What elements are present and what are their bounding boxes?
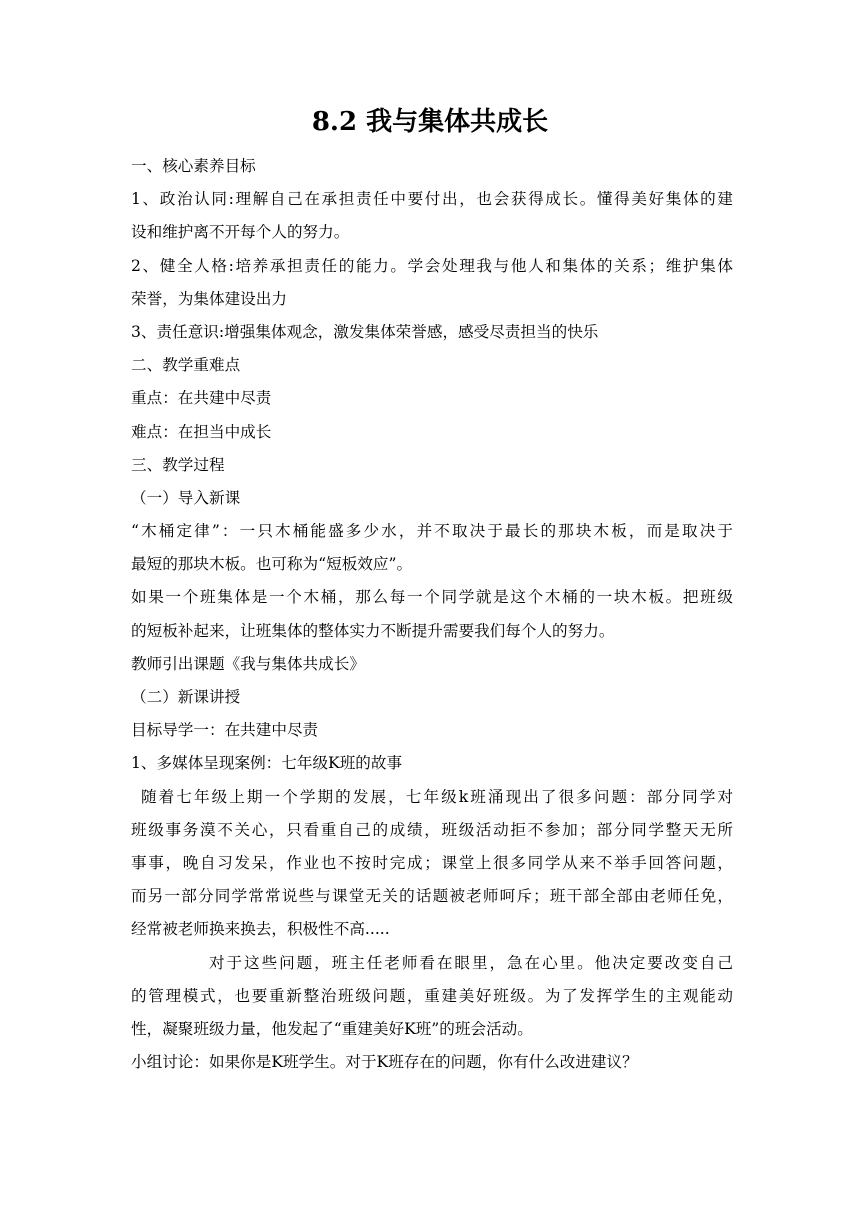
subsection-heading: （二）新课讲授 xyxy=(131,688,241,706)
paragraph-line: 1、政治认同:理解自己在承担责任中要付出，也会获得成长。懂得美好集体的建 xyxy=(131,190,733,209)
subsection-heading: （一）导入新课 xyxy=(131,488,241,507)
document-title: 8.2 我与集体共成长 xyxy=(311,107,549,137)
paragraph-line: 的短板补起来，让班集体的整体实力不断提升需要我们每个人的努力。 xyxy=(131,621,615,640)
paragraph-line: 如果一个班集体是一个木桶，那么每一个同学就是这个木桶的一块木板。把班级 xyxy=(131,588,733,607)
paragraph-line: 重点：在共建中尽责 xyxy=(131,389,272,408)
paragraph-line: 最短的那块木板。也可称为“短板效应”。 xyxy=(131,555,413,574)
paragraph-line: 经常被老师换来换去，积极性不高..... xyxy=(131,920,390,939)
paragraph-line: 的管理模式，也要重新整治班级问题，重建美好班级。为了发挥学生的主观能动 xyxy=(131,986,733,1005)
section-heading-process: 三、教学过程 xyxy=(131,455,225,474)
paragraph-line: 随着七年级上期一个学期的发展，七年级k班涌现出了很多问题：部分同学对 xyxy=(141,787,733,806)
paragraph-line: 1、多媒体呈现案例：七年级K班的故事 xyxy=(131,754,403,773)
paragraph-line: 而另一部分同学常常说些与课堂无关的话题被老师呵斥；班干部全部由老师任免， xyxy=(131,887,733,906)
paragraph-line: 荣誉，为集体建设出力 xyxy=(131,289,287,308)
section-heading-key-points: 二、教学重难点 xyxy=(131,356,241,375)
paragraph-line: 对于这些问题，班主任老师看在眼里，急在心里。他决定要改变自己 xyxy=(209,953,733,972)
paragraph-line: “木桶定律”：一只木桶能盛多少水，并不取决于最长的那块木板，而是取决于 xyxy=(131,522,733,541)
paragraph-line: 事事，晚自习发呆，作业也不按时完成；课堂上很多同学从来不举手回答问题， xyxy=(131,853,733,872)
paragraph-line: 3、责任意识:增强集体观念，激发集体荣誉感，感受尽责担当的快乐 xyxy=(131,322,599,341)
paragraph-line: 设和维护离不开每个人的努力。 xyxy=(131,223,350,242)
paragraph-line: 性，凝聚班级力量，他发起了“重建美好K班”的班会活动。 xyxy=(131,1019,533,1038)
document-body xyxy=(131,150,733,1079)
paragraph-line: 目标导学一：在共建中尽责 xyxy=(131,721,319,740)
paragraph-line: 班级事务漠不关心，只看重自己的成绩，班级活动拒不参加；部分同学整天无所 xyxy=(131,820,733,839)
paragraph-line: 2、健全人格:培养承担责任的能力。学会处理我与他人和集体的关系；维护集体 xyxy=(131,256,733,275)
paragraph-line: 教师引出课题《我与集体共成长》 xyxy=(131,654,365,673)
paragraph-line: 小组讨论：如果你是K班学生。对于K班存在的问题，你有什么改进建议？ xyxy=(131,1053,638,1072)
section-heading-goals: 一、核心素养目标 xyxy=(131,157,256,175)
paragraph-line: 难点：在担当中成长 xyxy=(131,422,272,441)
